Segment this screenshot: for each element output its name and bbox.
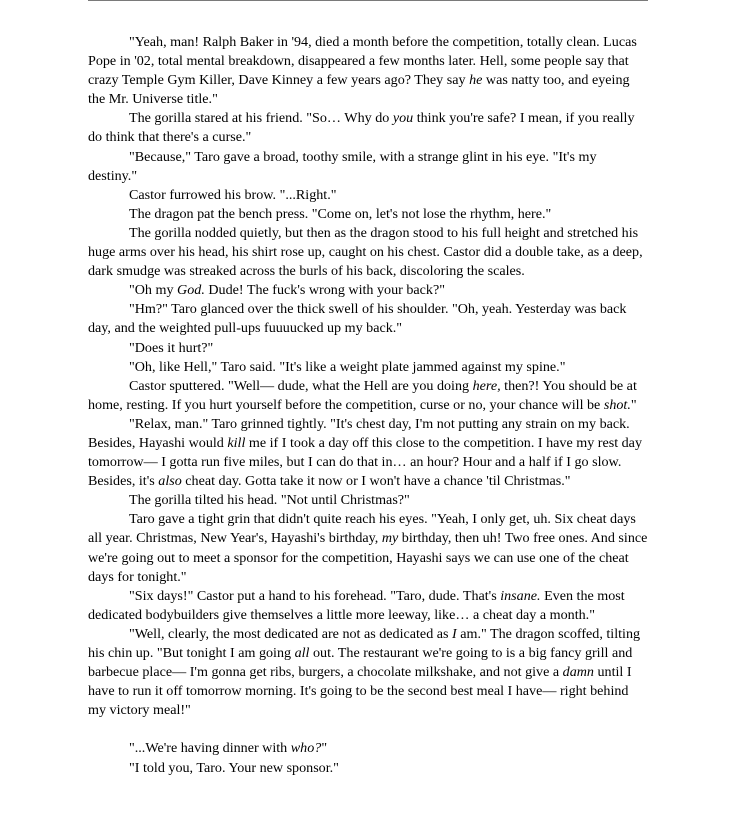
paragraph — [88, 415, 648, 491]
italic-text: my — [381, 530, 399, 547]
text-run: Even the most dedicated bodybuilders give themselves a little more leeway, like… a cheat day a month." — [88, 587, 625, 623]
italic-text: here, — [472, 377, 501, 394]
text-run: Dude! The fuck's wrong with your back?" — [204, 282, 445, 299]
paragraph — [88, 510, 648, 586]
paragraph — [88, 224, 648, 281]
text-run: "I told you, Taro. Your new sponsor." — [129, 759, 339, 776]
italic-text: God. — [177, 282, 205, 299]
text-run: " — [321, 740, 328, 757]
italic-text: he — [469, 72, 483, 89]
text-run: Castor furrowed his brow. "...Right." — [129, 186, 337, 203]
italic-text: I — [452, 625, 457, 642]
top-rule — [88, 0, 648, 1]
text-run: me if I took a day off this close to the competition. I have my rest day tomorrow— I gotta run five miles, but I can do that in… an hour? Hour and a half if I go slow. Besides, it's — [88, 434, 642, 490]
text-run: The gorilla tilted his head. "Not until Christmas?" — [129, 492, 410, 509]
text-run: was natty too, and eyeing the Mr. Universe title." — [88, 72, 630, 108]
paragraph — [88, 300, 648, 338]
paragraph — [88, 358, 648, 377]
italic-text: insane. — [500, 587, 541, 604]
paragraph-spacer — [88, 720, 648, 739]
document-body — [88, 33, 648, 778]
italic-text: all — [294, 645, 310, 661]
text-run: Taro gave a tight grin that didn't quite reach his eyes. "Yeah, I only get, uh. Six cheat days all year. Christmas, New Year's, Hayashi's birthday, — [88, 511, 636, 547]
paragraph — [88, 186, 648, 205]
text-run: out. The restaurant we're going to is a big fancy grill and barbecue place— I'm gonna get ribs, burgers, a chocolate milkshake, and not give a — [88, 645, 633, 681]
italic-text: damn — [562, 664, 594, 681]
paragraph — [88, 625, 648, 720]
paragraph — [88, 281, 648, 300]
paragraph — [88, 33, 648, 109]
text-run: then?! You should be at home, resting. If you hurt yourself before the competition, curse or no, your chance will be — [88, 377, 637, 413]
text-run: am." The dragon scoffed, tilting his chin up. "But tonight I am going — [88, 625, 641, 661]
italic-text: who? — [290, 740, 322, 757]
text-run: think you're safe? I mean, if you really do think that there's a curse." — [88, 110, 635, 146]
italic-text: also — [158, 473, 182, 490]
paragraph — [88, 339, 648, 358]
text-run: The gorilla stared at his friend. "So… Why do — [129, 110, 393, 127]
paragraph — [88, 491, 648, 510]
paragraph — [88, 587, 648, 625]
text-run: until I have to run it off tomorrow morning. It's going to be the second best meal I have— right behind my victory meal!" — [88, 664, 632, 719]
text-run: "Hm?" Taro glanced over the thick swell of his shoulder. "Oh, yeah. Yesterday was back day, and the weighted pull-ups fuuuucked up my back." — [88, 301, 627, 337]
text-run: "Because," Taro gave a broad, toothy smile, with a strange glint in his eye. "It's my destiny." — [88, 148, 597, 184]
text-run: cheat day. Gotta take it now or I won't have a chance 'til Christmas." — [181, 473, 571, 490]
paragraph — [88, 205, 648, 224]
text-run: "Yeah, man! Ralph Baker in '94, died a month before the competition, totally clean. Lucas Pope in '02, total mental breakdown, disappeared a few months later. Hell, some people say that crazy Temple Gym Killer, Dave Kinney a few years ago? They say — [88, 34, 637, 89]
paragraph — [88, 148, 648, 186]
text-run: " — [630, 396, 637, 413]
text-run: "Relax, man." Taro grinned tightly. "It's chest day, I'm not putting any strain on my back. Besides, Hayashi would — [88, 415, 630, 451]
paragraph — [88, 377, 648, 415]
text-run: "Does it hurt?" — [129, 339, 214, 356]
paragraph — [88, 759, 648, 778]
text-run: "Oh my — [129, 282, 178, 299]
italic-text: kill — [227, 434, 246, 451]
paragraph — [88, 109, 648, 147]
italic-text: you — [392, 110, 414, 127]
text-run: "Oh, like Hell," Taro said. "It's like a weight plate jammed against my spine." — [129, 358, 566, 375]
text-run: birthday, then uh! Two free ones. And since we're going out to meet a sponsor for the competition, Hayashi says we can use one of the cheat days for tonight." — [88, 530, 648, 585]
text-run: Castor sputtered. "Well— dude, what the Hell are you doing — [129, 377, 473, 394]
paragraph — [88, 739, 648, 758]
text-run: The dragon pat the bench press. "Come on, let's not lose the rhythm, here." — [129, 205, 552, 222]
text-run: "Well, clearly, the most dedicated are not as dedicated as — [129, 625, 453, 642]
italic-text: shot. — [603, 396, 631, 413]
text-run: "Six days!" Castor put a hand to his forehead. "Taro, dude. That's — [129, 587, 501, 604]
text-run: The gorilla nodded quietly, but then as the dragon stood to his full height and stretched his huge arms over his head, his shirt rose up, caught on his chest. Castor did a double take, as a deep, dark smudge was streaked across the burls of his back, discoloring the scales. — [88, 224, 643, 280]
text-run: "...We're having dinner with — [129, 740, 291, 757]
